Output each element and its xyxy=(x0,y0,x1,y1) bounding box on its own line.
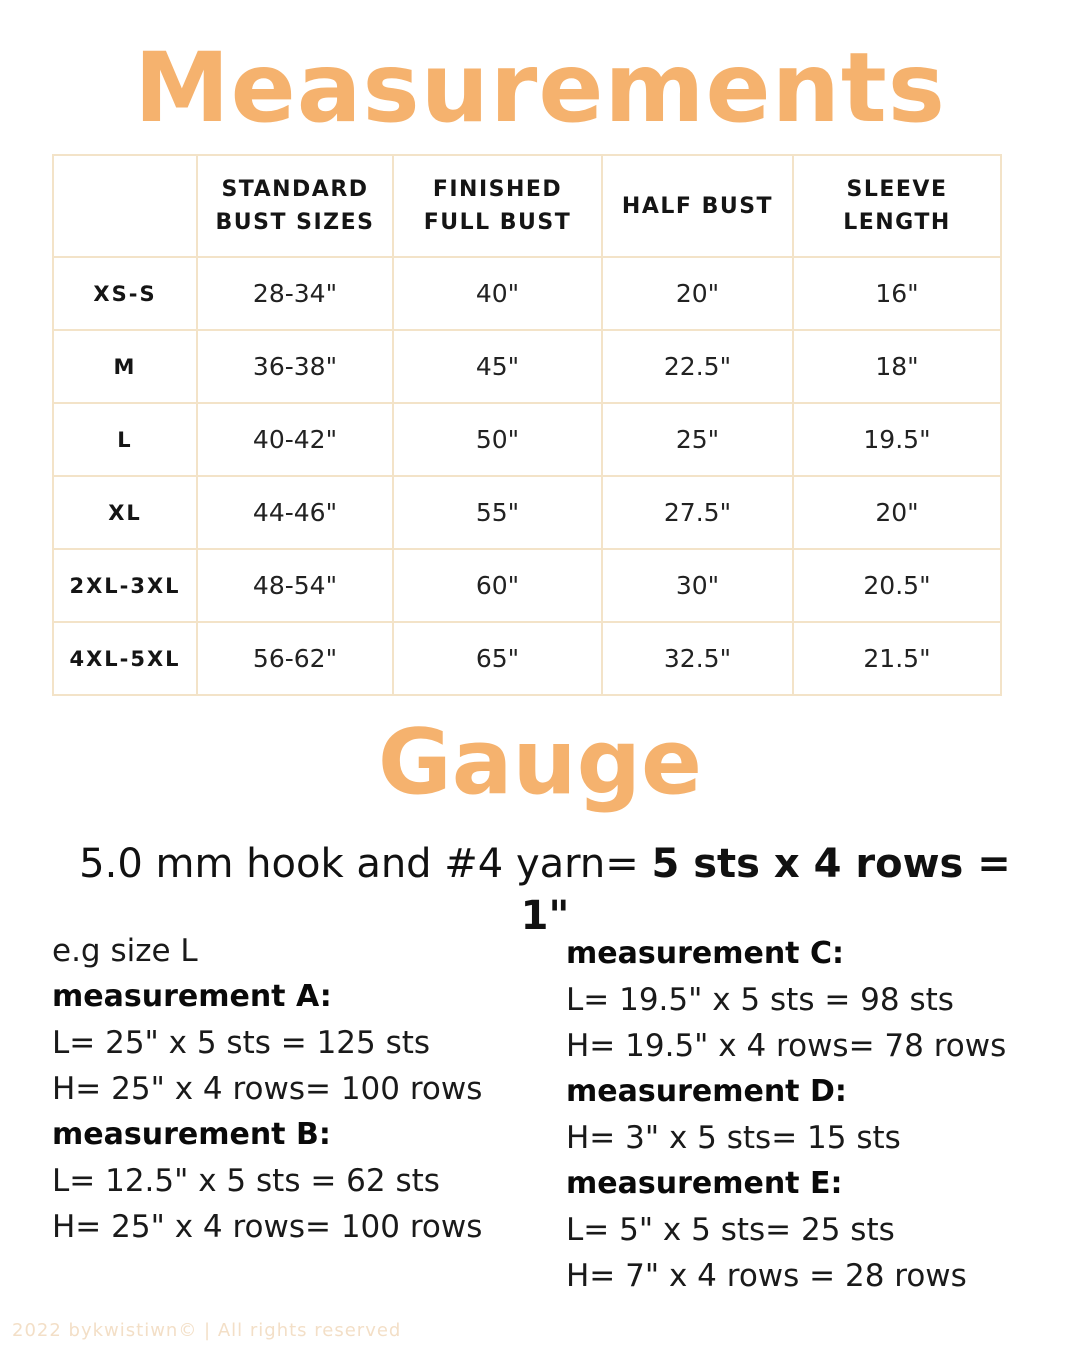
measurement-line: H= 19.5" x 4 rows= 78 rows xyxy=(566,1028,1007,1064)
gauge-value: 5 sts x 4 rows = 1" xyxy=(520,841,1011,939)
measurement-line: L= 12.5" x 5 sts = 62 sts xyxy=(52,1163,440,1199)
table-cell: 22.5" xyxy=(602,330,793,403)
table-cell: 21.5" xyxy=(793,622,1001,695)
examples-right-column xyxy=(566,931,1006,1299)
example-intro: e.g size L xyxy=(52,933,198,969)
table-cell: 25" xyxy=(602,403,793,476)
measurement-b-label: measurement B: xyxy=(52,1117,331,1152)
measurement-e-label: measurement E: xyxy=(566,1166,843,1201)
header-cell-standard-bust: STANDARD BUST SIZES xyxy=(197,155,393,257)
measurement-line: H= 25" x 4 rows= 100 rows xyxy=(52,1209,483,1245)
measurements-table xyxy=(52,154,1002,696)
size-label: XS-S xyxy=(53,257,197,330)
measurement-a-label: measurement A: xyxy=(52,979,332,1014)
table-cell: 60" xyxy=(393,549,602,622)
header-cell-sleeve-length: SLEEVE LENGTH xyxy=(793,155,1001,257)
table-cell: 19.5" xyxy=(793,403,1001,476)
table-cell: 32.5" xyxy=(602,622,793,695)
table-cell: 50" xyxy=(393,403,602,476)
table-row xyxy=(53,257,1001,330)
table-cell: 44-46" xyxy=(197,476,393,549)
table-cell: 40" xyxy=(393,257,602,330)
table-cell: 20" xyxy=(602,257,793,330)
table-row xyxy=(53,622,1001,695)
page-title: Measurements xyxy=(134,32,946,144)
table-row xyxy=(53,330,1001,403)
table-cell: 45" xyxy=(393,330,602,403)
measurement-d-label: measurement D: xyxy=(566,1074,847,1109)
table-cell: 28-34" xyxy=(197,257,393,330)
table-cell: 20" xyxy=(793,476,1001,549)
table-row xyxy=(53,476,1001,549)
header-cell-size xyxy=(53,155,197,257)
table-cell: 65" xyxy=(393,622,602,695)
table-cell: 27.5" xyxy=(602,476,793,549)
table-cell: 16" xyxy=(793,257,1001,330)
copyright-footer: 2022 bykwistiwn© | All rights reserved xyxy=(12,1320,402,1341)
measurement-line: L= 19.5" x 5 sts = 98 sts xyxy=(566,982,954,1018)
size-label: M xyxy=(53,330,197,403)
table-header-row xyxy=(53,155,1001,257)
gauge-prefix: 5.0 mm hook and #4 yarn= xyxy=(79,841,652,887)
header-cell-half-bust: HALF BUST xyxy=(602,155,793,257)
table-cell: 20.5" xyxy=(793,549,1001,622)
measurement-line: H= 7" x 4 rows = 28 rows xyxy=(566,1258,967,1294)
table-cell: 18" xyxy=(793,330,1001,403)
size-label: L xyxy=(53,403,197,476)
examples-left-column xyxy=(52,928,482,1250)
size-label: 4XL-5XL xyxy=(53,622,197,695)
table-cell: 56-62" xyxy=(197,622,393,695)
table-row xyxy=(53,403,1001,476)
table-cell: 30" xyxy=(602,549,793,622)
gauge-title: Gauge xyxy=(377,710,703,815)
size-label: XL xyxy=(53,476,197,549)
size-label: 2XL-3XL xyxy=(53,549,197,622)
measurement-c-label: measurement C: xyxy=(566,936,844,971)
table-cell: 40-42" xyxy=(197,403,393,476)
table-row xyxy=(53,549,1001,622)
header-cell-finished-bust: FINISHED FULL BUST xyxy=(393,155,602,257)
measurement-line: L= 5" x 5 sts= 25 sts xyxy=(566,1212,895,1248)
measurement-line: H= 3" x 5 sts= 15 sts xyxy=(566,1120,901,1156)
measurement-line: H= 25" x 4 rows= 100 rows xyxy=(52,1071,483,1107)
table-cell: 48-54" xyxy=(197,549,393,622)
table-cell: 55" xyxy=(393,476,602,549)
table-cell: 36-38" xyxy=(197,330,393,403)
measurement-line: L= 25" x 5 sts = 125 sts xyxy=(52,1025,431,1061)
gauge-statement xyxy=(70,838,1020,942)
